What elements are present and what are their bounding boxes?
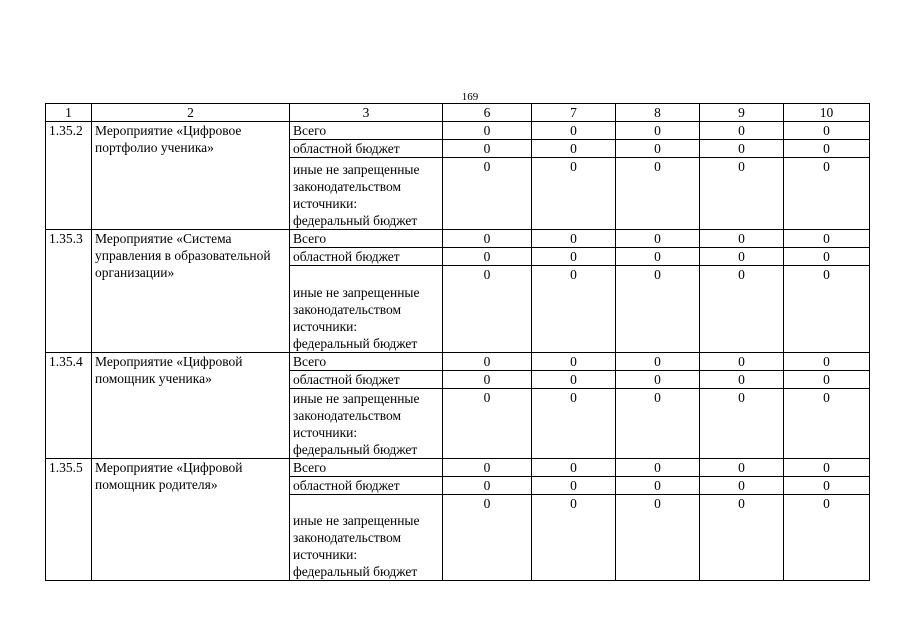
value-cell: 0 [532, 495, 616, 581]
funding-source-line: иные не запрещенные [293, 513, 420, 528]
item-name: Мероприятие «Цифровой помощник родителя» [92, 459, 290, 581]
value-cell: 0 [616, 371, 700, 389]
value-cell: 0 [616, 230, 700, 248]
value-cell: 0 [700, 477, 784, 495]
value-cell: 0 [700, 248, 784, 266]
value-cell: 0 [532, 459, 616, 477]
budget-table [45, 103, 870, 581]
value-cell: 0 [700, 140, 784, 158]
value-cell: 0 [700, 230, 784, 248]
table-row [46, 353, 870, 371]
item-number: 1.35.2 [46, 122, 92, 230]
value-cell: 0 [700, 495, 784, 581]
funding-source: областной бюджет [290, 371, 443, 389]
value-cell: 0 [616, 495, 700, 581]
value-cell: 0 [532, 248, 616, 266]
value-cell: 0 [532, 389, 616, 459]
funding-source: Всего [290, 353, 443, 371]
item-number: 1.35.4 [46, 353, 92, 459]
funding-source [290, 266, 443, 353]
value-cell: 0 [443, 495, 532, 581]
value-cell: 0 [443, 122, 532, 140]
page-number: 169 [461, 91, 479, 103]
funding-source-line: федеральный бюджет [293, 564, 418, 579]
value-cell: 0 [443, 158, 532, 230]
value-cell: 0 [784, 140, 870, 158]
funding-source: областной бюджет [290, 140, 443, 158]
value-cell: 0 [443, 459, 532, 477]
value-cell: 0 [616, 158, 700, 230]
value-cell: 0 [532, 158, 616, 230]
value-cell: 0 [784, 266, 870, 353]
value-cell: 0 [532, 140, 616, 158]
value-cell: 0 [616, 140, 700, 158]
funding-source-line: иные не запрещенные [293, 391, 420, 406]
table-row [46, 230, 870, 248]
value-cell: 0 [784, 248, 870, 266]
value-cell: 0 [532, 230, 616, 248]
table-row [46, 122, 870, 140]
funding-source-line: законодательством [293, 179, 402, 194]
funding-source-line: иные не запрещенные [293, 285, 420, 300]
value-cell: 0 [616, 459, 700, 477]
value-cell: 0 [700, 266, 784, 353]
value-cell: 0 [700, 371, 784, 389]
value-cell: 0 [784, 477, 870, 495]
funding-source [290, 389, 443, 459]
value-cell: 0 [616, 122, 700, 140]
funding-source: Всего [290, 122, 443, 140]
value-cell: 0 [784, 495, 870, 581]
item-name: Мероприятие «Система управления в образовательной организации» [92, 230, 290, 353]
value-cell: 0 [532, 371, 616, 389]
value-cell: 0 [784, 158, 870, 230]
value-cell: 0 [700, 353, 784, 371]
header-cell: 9 [700, 104, 784, 122]
funding-source-line: федеральный бюджет [293, 442, 418, 457]
header-cell: 7 [532, 104, 616, 122]
value-cell: 0 [700, 158, 784, 230]
funding-source: областной бюджет [290, 248, 443, 266]
header-cell: 10 [784, 104, 870, 122]
value-cell: 0 [443, 353, 532, 371]
funding-source-line: иные не запрещенные [293, 162, 420, 177]
header-cell: 1 [46, 104, 92, 122]
value-cell: 0 [784, 371, 870, 389]
value-cell: 0 [532, 353, 616, 371]
value-cell: 0 [784, 230, 870, 248]
value-cell: 0 [616, 266, 700, 353]
funding-source-line: законодательством [293, 408, 402, 423]
header-cell: 2 [92, 104, 290, 122]
funding-source-line: источники: [293, 319, 358, 334]
value-cell: 0 [532, 266, 616, 353]
funding-source-line: источники: [293, 196, 358, 211]
funding-source: областной бюджет [290, 477, 443, 495]
header-cell: 8 [616, 104, 700, 122]
funding-source: Всего [290, 230, 443, 248]
header-row [46, 104, 870, 122]
value-cell: 0 [443, 248, 532, 266]
value-cell: 0 [616, 389, 700, 459]
header-cell: 6 [443, 104, 532, 122]
value-cell: 0 [616, 477, 700, 495]
value-cell: 0 [784, 459, 870, 477]
value-cell: 0 [784, 389, 870, 459]
value-cell: 0 [532, 477, 616, 495]
item-number: 1.35.5 [46, 459, 92, 581]
item-name: Мероприятие «Цифровой помощник ученика» [92, 353, 290, 459]
funding-source [290, 495, 443, 581]
value-cell: 0 [443, 266, 532, 353]
value-cell: 0 [616, 353, 700, 371]
value-cell: 0 [443, 477, 532, 495]
funding-source-line: федеральный бюджет [293, 213, 418, 228]
value-cell: 0 [700, 389, 784, 459]
value-cell: 0 [443, 371, 532, 389]
value-cell: 0 [443, 140, 532, 158]
header-cell: 3 [290, 104, 443, 122]
value-cell: 0 [700, 122, 784, 140]
funding-source [290, 158, 443, 230]
funding-source: Всего [290, 459, 443, 477]
value-cell: 0 [616, 248, 700, 266]
value-cell: 0 [700, 459, 784, 477]
table-row [46, 459, 870, 477]
value-cell: 0 [784, 353, 870, 371]
funding-source-line: законодательством [293, 530, 402, 545]
value-cell: 0 [532, 122, 616, 140]
item-number: 1.35.3 [46, 230, 92, 353]
funding-source-line: источники: [293, 425, 358, 440]
value-cell: 0 [784, 122, 870, 140]
funding-source-line: источники: [293, 547, 358, 562]
funding-source-line: законодательством [293, 302, 402, 317]
value-cell: 0 [443, 389, 532, 459]
funding-source-line: федеральный бюджет [293, 336, 418, 351]
value-cell: 0 [443, 230, 532, 248]
item-name: Мероприятие «Цифровое портфолио ученика» [92, 122, 290, 230]
